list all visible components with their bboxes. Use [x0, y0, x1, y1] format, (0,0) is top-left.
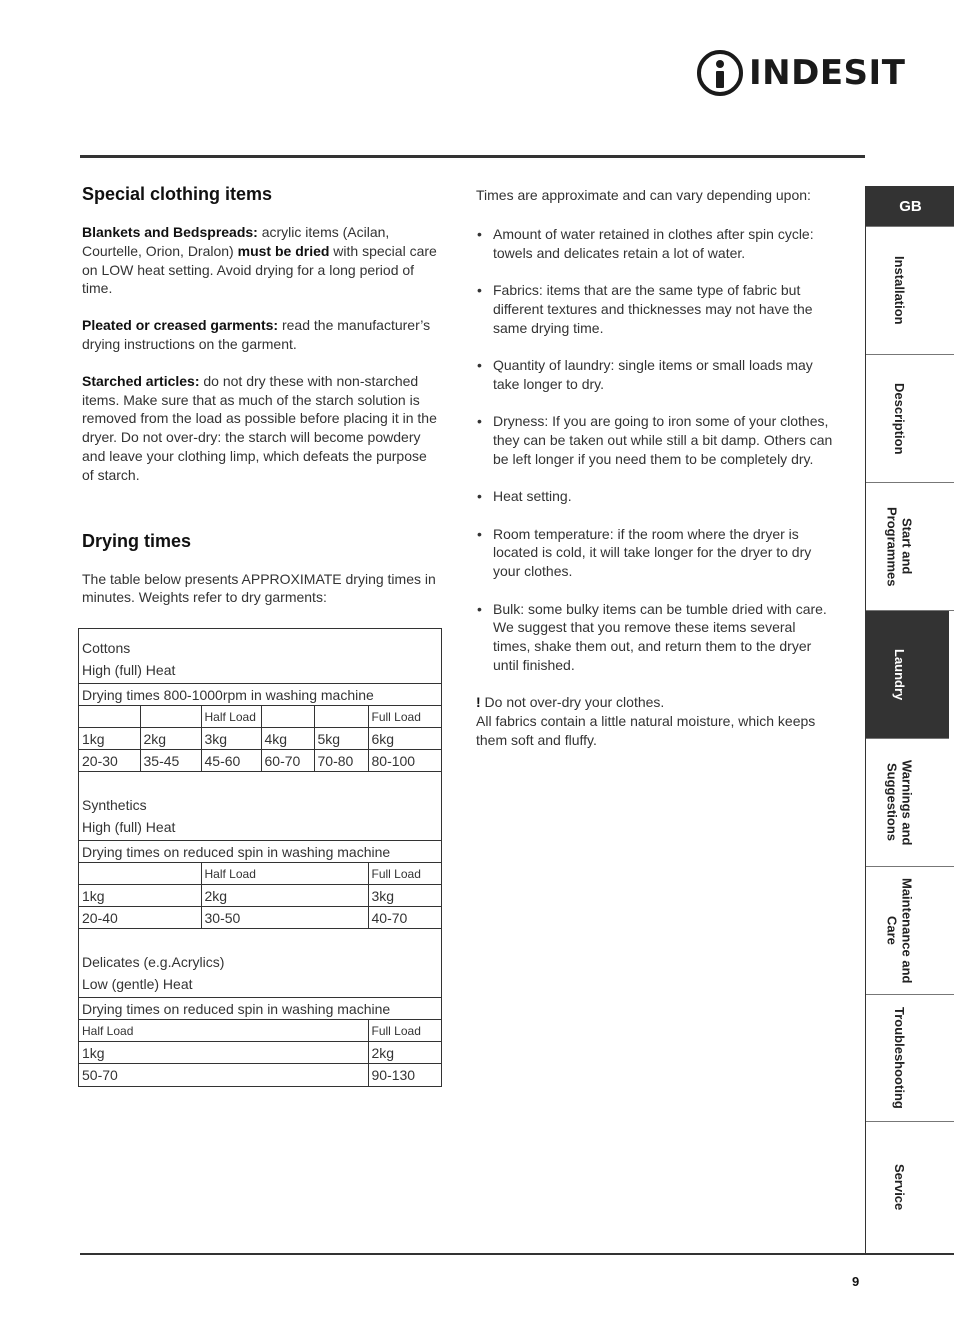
synthetics-fabric: Synthetics	[82, 797, 147, 813]
top-divider	[80, 155, 865, 158]
delicates-weight: 2kg	[368, 1042, 441, 1064]
starched-lead: Starched articles:	[82, 372, 200, 389]
synthetics-weight: 3kg	[368, 885, 441, 907]
list-item: • Heat setting.	[476, 487, 836, 506]
indesit-logo-mark	[697, 50, 743, 96]
synthetics-spin: Drying times on reduced spin in washing machine	[79, 841, 441, 863]
cottons-header	[79, 629, 441, 684]
pleated-text: read the manufacturer’s drying instructions on the garment.	[82, 317, 431, 352]
right-column	[476, 186, 836, 750]
drying-intro: The table below presents APPROXIMATE drying times in minutes. Weights refer to dry garments:	[82, 570, 436, 606]
cottons-time: 45-60	[201, 750, 261, 772]
page-number: 9	[852, 1274, 860, 1289]
cottons-half-load: Half Load	[201, 706, 261, 728]
variation-intro: Times are approximate and can vary depending upon:	[476, 187, 811, 203]
warning-mark: !	[476, 694, 481, 711]
cottons-time: 20-30	[79, 750, 140, 772]
delicates-section	[79, 929, 441, 1086]
delicates-header	[79, 929, 441, 998]
over-dry-note	[476, 693, 836, 749]
tab-maintenance-and-care[interactable]: Maintenance and Care	[866, 867, 954, 995]
synthetics-weight: 1kg	[79, 885, 201, 907]
cottons-weight: 3kg	[201, 728, 261, 750]
cottons-weight: 5kg	[314, 728, 368, 750]
tab-service[interactable]: Service	[892, 1164, 907, 1211]
cottons-time: 80-100	[368, 750, 441, 772]
tab-troubleshooting[interactable]: Troubleshooting	[866, 995, 954, 1122]
list-item: • Dryness: If you are going to iron some of your clothes, they can be taken out while still a bit damp. Others can be left longer if you need them to be completely dry.	[476, 412, 836, 468]
synthetics-full-load: Full Load	[368, 863, 441, 885]
cottons-time: 35-45	[140, 750, 201, 772]
synthetics-time: 30-50	[201, 907, 368, 929]
list-item: • Quantity of laundry: single items or small loads may take longer to dry.	[476, 356, 836, 394]
cottons-time: 70-80	[314, 750, 368, 772]
synthetics-half-load: Half Load	[201, 863, 368, 885]
list-item: • Amount of water retained in clothes after spin cycle: towels and delicates retain a lot of water.	[476, 225, 836, 263]
delicates-full-load: Full Load	[368, 1020, 441, 1042]
cottons-weight: 1kg	[79, 728, 140, 750]
starched-text: do not dry these with non-starched items. Make sure that as much of the starch solution is removed from the load as possible before placing it in the dryer. Do not over-dry: the starch will become powdery and leave your clothing limp, which defeats the purpose of starch.	[82, 372, 437, 483]
cottons-time: 60-70	[261, 750, 314, 772]
delicates-time: 90-130	[368, 1064, 441, 1086]
blankets-text-2: with special care on LOW heat setting. Avoid drying for a long period of time.	[82, 242, 437, 297]
synthetics-heat: High (full) Heat	[82, 819, 176, 835]
delicates-half-load: Half Load	[79, 1020, 368, 1042]
list-item: • Bulk: some bulky items can be tumble dried with care. We suggest that you remove these items several times, shake them out, and return them to the dryer until finished.	[476, 600, 836, 675]
language-label: GB	[899, 197, 922, 215]
delicates-spin: Drying times on reduced spin in washing machine	[79, 998, 441, 1020]
blankets-lead: Blankets and Bedspreads:	[82, 224, 258, 240]
drying-times-table	[78, 628, 442, 1087]
tab-description[interactable]: Description	[866, 355, 954, 483]
blankets-paragraph	[82, 223, 442, 298]
variation-factors-list	[476, 225, 836, 675]
cottons-section	[79, 629, 441, 772]
delicates-time: 50-70	[79, 1064, 368, 1086]
blankets-text-1: acrylic items (Acilan, Courtelle, Orion, Dralon)	[82, 224, 390, 259]
synthetics-time: 40-70	[368, 907, 441, 929]
tab-start-and-programmes[interactable]: Start and Programmes	[866, 483, 954, 611]
cottons-weight: 2kg	[140, 728, 201, 750]
delicates-fabric: Delicates (e.g.Acrylics)	[82, 954, 225, 970]
synthetics-time: 20-40	[79, 907, 201, 929]
list-item: • Fabrics: items that are the same type of fabric but different textures and thicknesses may not have the same drying time.	[476, 281, 836, 337]
note-line-2: All fabrics contain a little natural moisture, which keeps them soft and fluffy.	[476, 713, 816, 748]
list-item: • Room temperature: if the room where the dryer is located is cold, it will take longer for the dryer to dry your clothes.	[476, 525, 836, 581]
synthetics-weight: 2kg	[201, 885, 368, 907]
delicates-heat: Low (gentle) Heat	[82, 976, 193, 992]
cottons-weight: 6kg	[368, 728, 441, 750]
starched-paragraph	[82, 372, 442, 485]
tab-installation[interactable]: Installation	[866, 227, 954, 355]
cottons-full-load: Full Load	[368, 706, 441, 728]
delicates-weight: 1kg	[79, 1042, 368, 1064]
note-line-1: Do not over-dry your clothes.	[480, 694, 665, 711]
bottom-divider	[80, 1253, 954, 1255]
cottons-spin: Drying times 800-1000rpm in washing machine	[79, 684, 441, 706]
special-items-heading: Special clothing items	[82, 184, 273, 204]
tab-warnings-and-suggestions[interactable]: Warnings and Suggestions	[866, 739, 954, 867]
synthetics-section	[79, 772, 441, 929]
pleated-paragraph	[82, 316, 442, 354]
cottons-heat: High (full) Heat	[82, 662, 176, 678]
language-tab[interactable]	[866, 186, 954, 227]
blankets-emphasis: must be dried	[237, 242, 330, 259]
left-column	[82, 184, 442, 607]
cottons-fabric: Cottons	[82, 640, 131, 656]
cottons-weight: 4kg	[261, 728, 314, 750]
indesit-logo	[697, 50, 905, 96]
drying-times-heading: Drying times	[82, 530, 192, 551]
tab-laundry[interactable]: Laundry	[866, 611, 949, 739]
pleated-lead: Pleated or creased garments:	[82, 317, 279, 334]
indesit-logo-text: INDESIT	[749, 53, 906, 93]
section-tabs	[865, 186, 954, 1254]
synthetics-header	[79, 772, 441, 841]
